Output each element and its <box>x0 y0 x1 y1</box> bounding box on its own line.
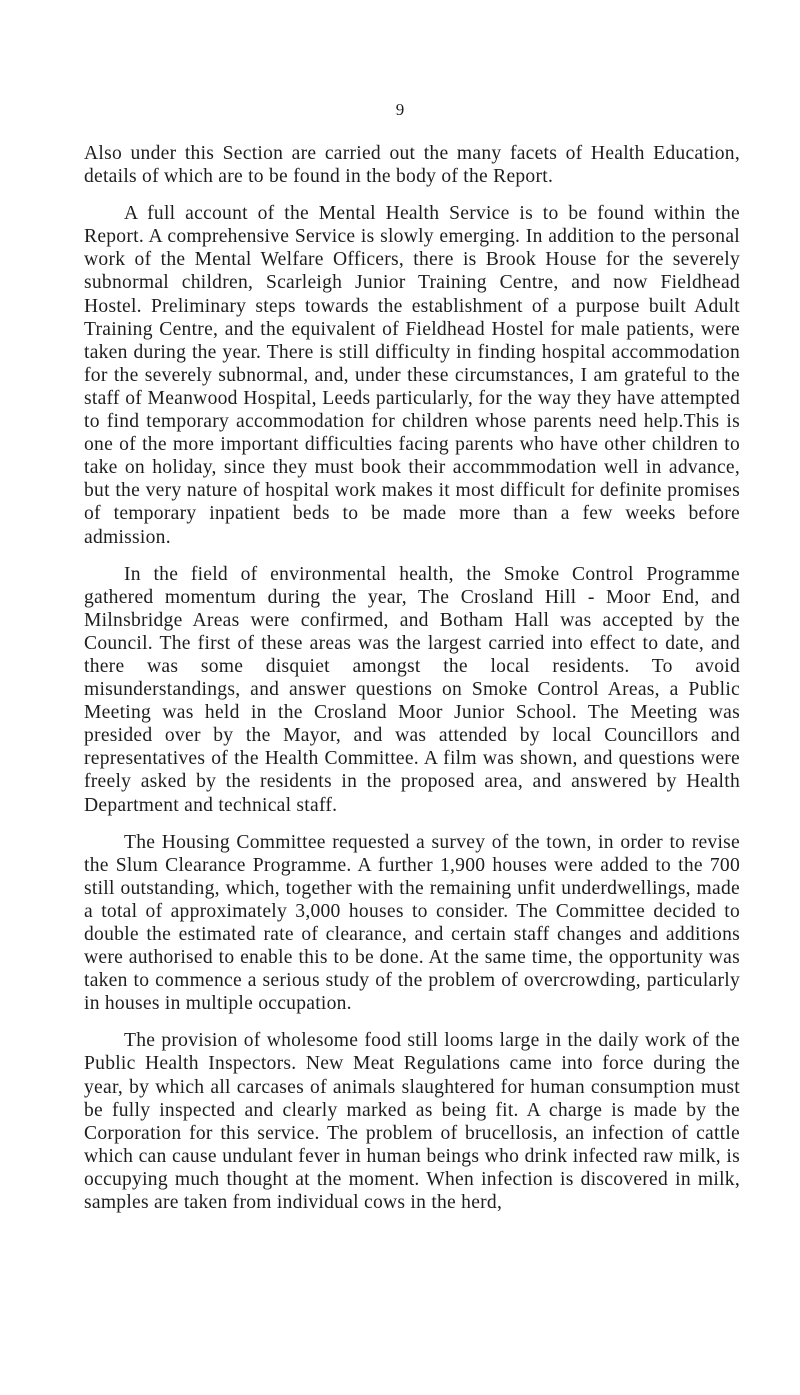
paragraph-housing: The Housing Committee requested a survey of the town, in order to revise the Slum Clearance Programme. A further 1,900 houses were added to the 700 still outstanding, which, together with the remaining unfit underdwellings, made a total of approximately 3,000 houses to consider. The Committee decided to double the estimated rate of clearance, and certain staff changes and additions were authorised to enable this to be done. At the same time, the opportunity was taken to commence a serious study of the problem of overcrowding, particularly in houses in multiple occupation. <box>84 831 740 1015</box>
paragraph-food-inspection: The provision of wholesome food still looms large in the daily work of the Public Health Inspectors. New Meat Regulations came into force during the year, by which all carcases of animals slaughtered for human consumption must be fully inspected and clearly marked as being fit. A charge is made by the Corporation for this service. The problem of brucellosis, an infection of cattle which can cause undulant fever in human beings who drink infected raw milk, is occupying much thought at the moment. When infection is discovered in milk, samples are taken from individual cows in the herd, <box>84 1030 740 1214</box>
report-body <box>84 142 740 1228</box>
paragraph-health-education: Also under this Section are carried out the many facets of Health Education, details of which are to be found in the body of the Report. <box>84 143 740 188</box>
paragraph-mental-health: A full account of the Mental Health Service is to be found within the Report. A comprehensive Service is slowly emerging. In addition to the personal work of the Mental Welfare Officers, there is Brook House for the severely subnormal children, Scarleigh Junior Training Centre, and now Fieldhead Hostel. Preliminary steps towards the establishment of a purpose built Adult Training Centre, and the equivalent of Fieldhead Hostel for male patients, were taken during the year. There is still difficulty in finding hospital accommodation for the severely subnormal, and, under these circumstances, I am grateful to the staff of Meanwood Hospital, Leeds particularly, for the way they have attempted to find temporary accommodation for children whose parents need help.This is one of the more important difficulties facing parents who have other children to take on holiday, since they must book their accommmodation well in advance, but the very nature of hospital work makes it most difficult for definite promises of temporary inpatient beds to be made more than a few weeks before admission. <box>84 203 740 548</box>
page-number: 9 <box>395 100 405 119</box>
paragraph-environmental-health: In the field of environmental health, the Smoke Control Programme gathered momentum during the year, The Crosland Hill - Moor End, and Milnsbridge Areas were confirmed, and Botham Hall was accepted by the Council. The first of these areas was the largest carried into effect to date, and there was some disquiet amongst the local residents. To avoid misunderstandings, and answer questions on Smoke Control Areas, a Public Meeting was held in the Crosland Moor Junior School. The Meeting was presided over by the Mayor, and was attended by local Councillors and representatives of the Health Committee. A film was shown, and questions were freely asked by the residents in the proposed area, and answered by Health Department and technical staff. <box>84 563 740 816</box>
